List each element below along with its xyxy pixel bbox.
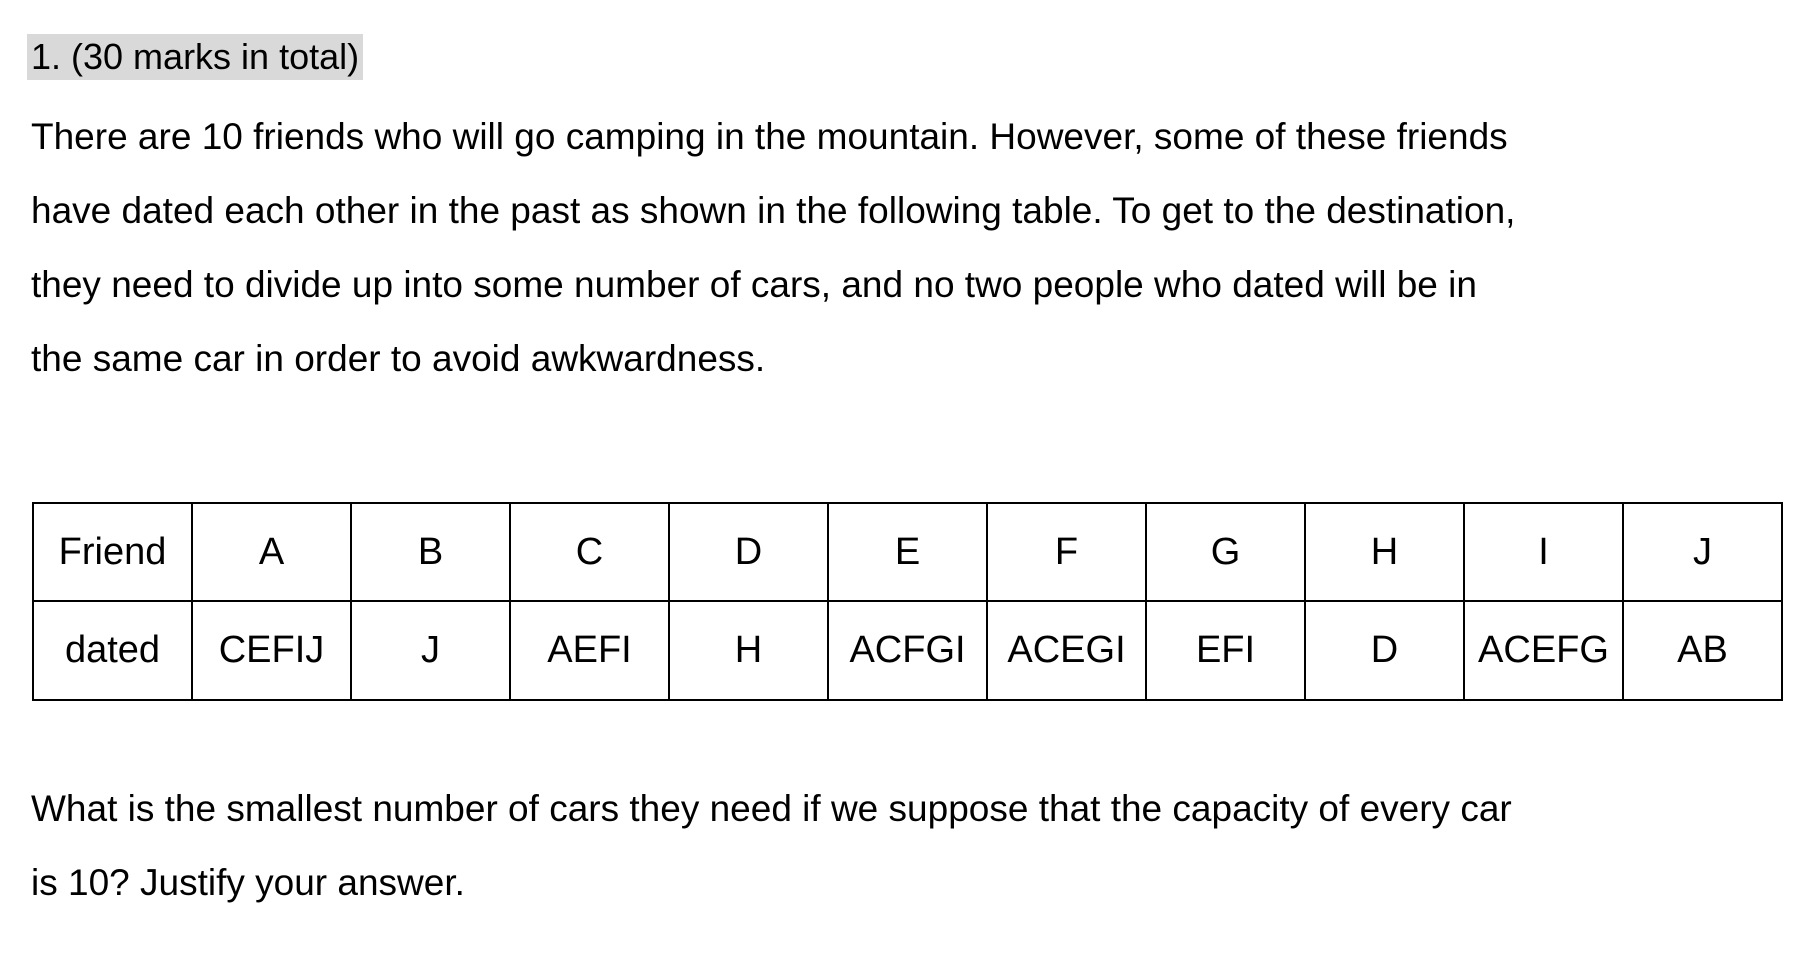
problem-line: There are 10 friends who will go camping in the mountain. However, some of these friends: [31, 116, 1508, 157]
friend-cell: D: [669, 503, 828, 601]
problem-line: the same car in order to avoid awkwardness.: [31, 338, 766, 379]
dating-table: [32, 502, 1783, 701]
dated-cell: ACEFG: [1464, 601, 1623, 700]
dated-cell: CEFIJ: [192, 601, 351, 700]
friend-cell: G: [1146, 503, 1305, 601]
dated-cell: J: [351, 601, 510, 700]
friend-cell: F: [987, 503, 1146, 601]
friend-cell: H: [1305, 503, 1464, 601]
dated-cell: D: [1305, 601, 1464, 700]
dated-cell: H: [669, 601, 828, 700]
dated-cell: AEFI: [510, 601, 669, 700]
dated-cell: ACEGI: [987, 601, 1146, 700]
problem-line: have dated each other in the past as shown in the following table. To get to the destination,: [31, 190, 1516, 231]
question-line: What is the smallest number of cars they need if we suppose that the capacity of every car: [31, 788, 1512, 829]
table-row-friends: [33, 503, 1782, 601]
dated-cell: AB: [1623, 601, 1782, 700]
question-line: is 10? Justify your answer.: [31, 862, 465, 903]
problem-line: they need to divide up into some number of cars, and no two people who dated will be in: [31, 264, 1477, 305]
question-text: [31, 772, 1771, 920]
friend-cell: C: [510, 503, 669, 601]
friend-cell: I: [1464, 503, 1623, 601]
dated-cell: ACFGI: [828, 601, 987, 700]
question-heading: 1. (30 marks in total): [27, 34, 363, 80]
friend-cell: E: [828, 503, 987, 601]
dated-cell: EFI: [1146, 601, 1305, 700]
row-header-friend: Friend: [33, 503, 192, 601]
table-row-dated: [33, 601, 1782, 700]
friend-cell: A: [192, 503, 351, 601]
row-header-dated: dated: [33, 601, 192, 700]
friend-cell: B: [351, 503, 510, 601]
problem-statement: [31, 100, 1771, 396]
friend-cell: J: [1623, 503, 1782, 601]
